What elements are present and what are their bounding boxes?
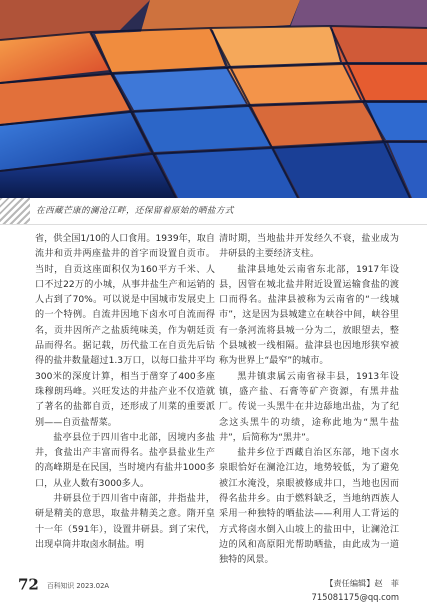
right-paragraph-4: 盐井乡位于西藏自治区东部，地下卤水泉眼恰好在澜沧江边，地势较低，为了避免被江水淹没，泉眼被修成井口，当地也因而得名盐井乡。由于燃料缺乏，当地纳西族人采用一种独特的晒盐法——利用人工背运的方式将卤水倒入山坡上的盐田中，让澜沧江边的风和高原阳光帮助晒盐，由此成为一道独特的风景。 (219, 448, 399, 566)
page-number: 72 (18, 575, 39, 594)
photo-caption: 在西藏芒康的澜沧江畔，还保留着原始的晒盐方式 (36, 206, 234, 216)
salt-pan-illustration (0, 0, 427, 198)
left-paragraph-3: 井研县位于四川省中南部，井指盐井，研是精美的意思，取盐井精美之意。隋开皇十一年（591年），设置井研县。到了宋代，出现卓筒井取卤水制盐。明 (35, 494, 215, 550)
right-paragraph-3: 黑井镇隶属云南省禄丰县，1913年设镇，盛产盐、石膏等矿产资源，有黑井盐厂。传说一头黑牛在井边舔地出盐，为了纪念这头黑牛的功绩，途称此地为“黑牛盐井”，后简称为“黑井”。 (219, 371, 399, 443)
page-footer (18, 574, 110, 594)
left-paragraph-1: 省，供全国1/10的人口食用。1939年，取自流井和贡井两座盐井的首字而设置自贡市。当时，自贡这座面积仅为160平方千米、人口不过22万的小城，从事井盐生产和运销的人占到了70%。可以说是中国城市发展史上的一个特例。自流井因地下卤水可自流而得名，贡井因所产之盐质纯味美，作为朝廷贡品而得名。据记载，历代盐工在自贡先后钻得的盐井数量超过1.3万口，以每口盐井平均300米的深度计算，相当于凿穿了400多座珠穆朗玛峰。兴旺发达的井盐产业不仅造就了著名的盐都自贡，还形成了川菜的重要派别——自贡盐帮菜。 (35, 234, 215, 428)
decorative-stripe (0, 198, 30, 224)
right-paragraph-1: 清时期，当地盐井开发经久不衰，盐业成为井研县的主要经济支柱。 (219, 234, 399, 260)
magazine-info: 百科知识 2023.02A (46, 581, 110, 590)
right-column (219, 232, 399, 605)
editor-credit: 【责任编辑】赵 菲 (325, 577, 399, 588)
salt-pan-photo (0, 0, 427, 198)
editor-email: 715081175@qq.com (311, 591, 399, 602)
left-paragraph-2: 盐亭县位于四川省中北部，因境内多盐井，食盐出产丰富而得名。盐亭县盐业生产的高峰期是在民国，当时境内有盐井1000多口，从业人数有3000多人。 (35, 432, 215, 489)
right-paragraph-2: 盐津县地处云南省东北部，1917年设县，因管在城北盐井附近设置运输食盐的渡口而得名。盐津县被称为云南省的“一线城市”，这是因为县城建立在峡谷中间，峡谷里有一条河流将县城一分为二，放眼望去，整个县城被一线相隔。盐津县也因地形狭窄被称为世界上“最窄”的城市。 (219, 264, 399, 367)
caption-bar (0, 198, 427, 225)
left-column (35, 232, 215, 553)
